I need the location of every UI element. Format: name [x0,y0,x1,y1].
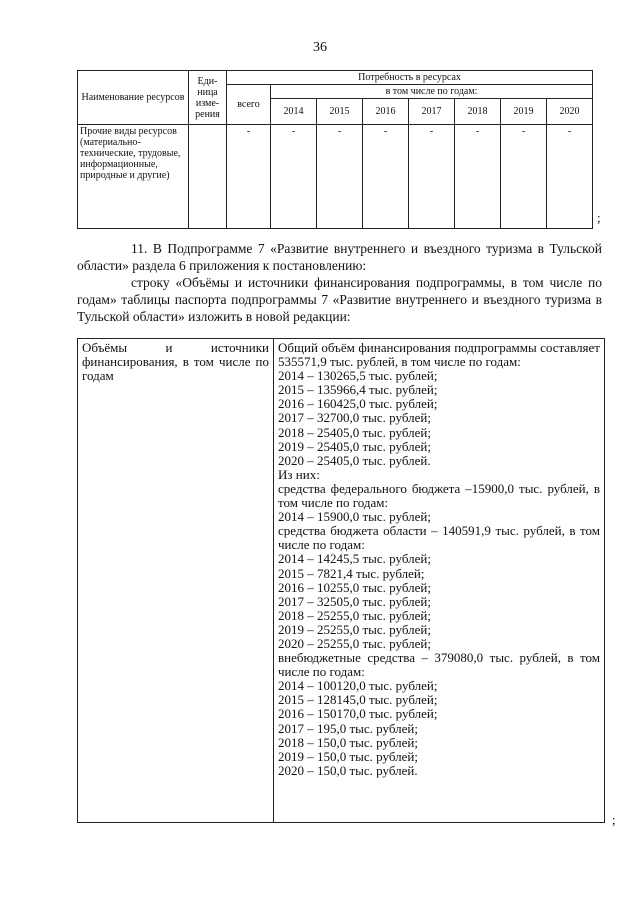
funding-line: 2019 – 25405,0 тыс. рублей; [278,438,431,454]
value-cell: - [271,125,317,229]
federal-budget-text: средства федерального бюджета –15900,0 тыс. рублей, в том числе по годам: [278,480,600,511]
header-resource-name: Наименование ресурсов [78,71,189,125]
unit-cell [189,125,227,229]
year-cell: 2018 [455,99,501,125]
funding-line: 2018 – 150,0 тыс. рублей; [278,734,418,750]
funding-line: 2018 – 25255,0 тыс. рублей; [278,607,431,623]
funding-line: 2019 – 150,0 тыс. рублей; [278,748,418,764]
extrabudget-text: внебюджетные средства – 379080,0 тыс. рублей, в том числе по годам: [278,650,600,680]
funding-total-text: Общий объём финансирования подпрограммы составляет 535571,9 тыс. рублей, в том числе по годам: [278,340,600,370]
header-by-years: в том числе по годам: [271,85,593,99]
funding-line: 2016 – 10255,0 тыс. рублей; [278,579,431,595]
year-cell: 2019 [501,99,547,125]
table-end-semicolon: ; [597,210,601,225]
funding-line: 2017 – 195,0 тыс. рублей; [278,720,418,736]
value-cell: - [501,125,547,229]
funding-line: 2015 – 135966,4 тыс. рублей; [278,382,438,398]
passport-row-value [274,339,605,823]
funding-line: 2020 – 150,0 тыс. рублей. [278,762,418,778]
funding-line: 2017 – 32505,0 тыс. рублей; [278,593,431,609]
funding-line: 2016 – 160425,0 тыс. рублей; [278,396,438,412]
value-cell: - [547,125,593,229]
year-cell: 2016 [363,99,409,125]
year-cell: 2020 [547,99,593,125]
passport-end-semicolon: ; [612,812,616,827]
header-need: Потребность в ресурсах [227,71,593,85]
header-unit: Еди- ница изме- рения [189,71,227,125]
funding-line: 2018 – 25405,0 тыс. рублей; [278,424,431,440]
funding-line: 2014 – 100120,0 тыс. рублей; [278,678,438,694]
funding-line: 2017 – 32700,0 тыс. рублей; [278,410,431,426]
value-cell: - [363,125,409,229]
value-cell: - [455,125,501,229]
paragraph-item-11: 11. В Подпрограмме 7 «Развитие внутреннего и въездного туризма в Тульской области» раздела 6 приложения к постановлению: [77,241,602,273]
funding-line: 2019 – 25255,0 тыс. рублей; [278,621,431,637]
resource-row-name: Прочие виды ресурсов (материально-технические, трудовые, информационные, природные и другие) [78,125,189,229]
header-total: всего [227,85,271,125]
passport-table [77,338,605,823]
funding-line: 2014 – 15900,0 тыс. рублей; [278,509,431,525]
year-cell: 2014 [271,99,317,125]
year-cell: 2015 [317,99,363,125]
page-number: 36 [313,40,327,55]
funding-line: 2020 – 25255,0 тыс. рублей; [278,635,431,651]
value-cell: - [317,125,363,229]
funding-line: 2016 – 150170,0 тыс. рублей; [278,706,438,722]
funding-line: 2014 – 14245,5 тыс. рублей; [278,551,431,567]
value-cell: - [409,125,455,229]
table-row [78,125,593,229]
funding-line: 2015 – 128145,0 тыс. рублей; [278,692,438,708]
paragraph-instruction: строку «Объёмы и источники финансирования подпрограммы, в том числе по годам» таблицы паспорта подпрограммы 7 «Развитие внутреннего и въездного туризма в Тульской области» изложить в новой редакции: [77,275,602,324]
funding-line: Из них: [278,466,320,482]
year-cell: 2017 [409,99,455,125]
funding-line: 2015 – 7821,4 тыс. рублей; [278,565,425,581]
regional-budget-text: средства бюджета области – 140591,9 тыс. рублей, в том числе по годам: [278,523,600,553]
funding-line: 2020 – 25405,0 тыс. рублей. [278,452,431,468]
passport-row-label: Объёмы и источники финансирования, в том числе по годам [78,339,274,823]
value-cell: - [227,125,271,229]
funding-line: 2014 – 130265,5 тыс. рублей; [278,368,438,384]
resource-table [77,70,593,229]
